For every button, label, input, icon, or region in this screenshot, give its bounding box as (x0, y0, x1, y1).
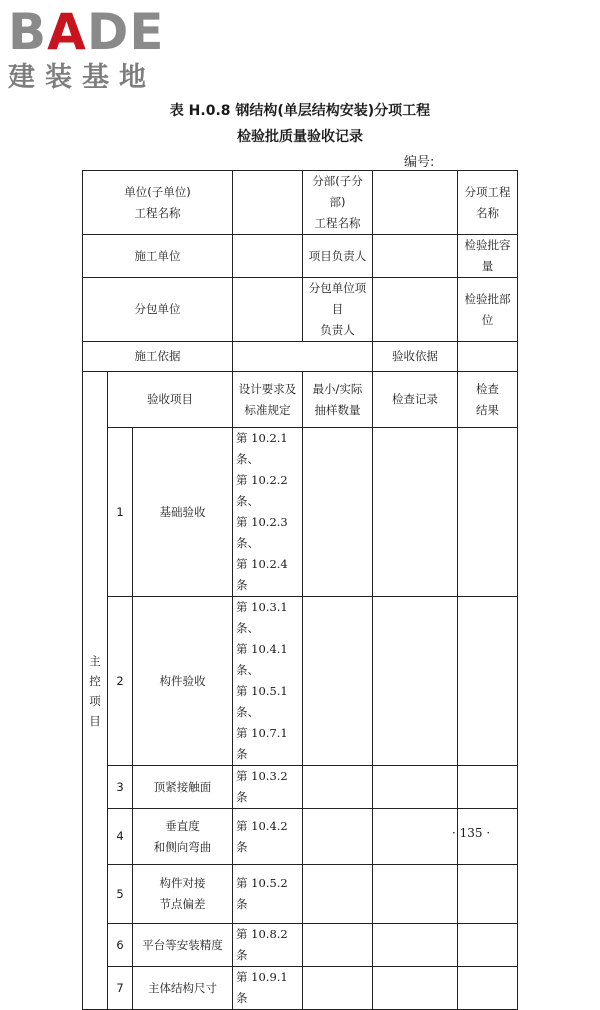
check-result-cell[interactable] (458, 428, 518, 597)
item-name: 平台等安装精度 (133, 924, 233, 967)
subcontract-leader-value[interactable] (373, 278, 458, 342)
form-subtitle: 检验批质量验收记录 (237, 129, 363, 145)
item-name: 顶紧接触面 (133, 766, 233, 809)
form-title: 表 H.0.8 钢结构(单层结构安装)分项工程 (169, 103, 431, 119)
logo-letter-a: A (47, 3, 87, 61)
construction-basis-label: 施工依据 (83, 342, 233, 372)
row-number: 6 (108, 924, 133, 967)
row-number: 3 (108, 766, 133, 809)
sub-part-project-name-label: 分部(子分部) 工程名称 (303, 171, 373, 235)
check-record-cell[interactable] (373, 967, 458, 1010)
logo-text-cn: 建装基地 (8, 62, 156, 93)
construction-basis-value[interactable] (233, 342, 373, 372)
table-row (83, 865, 518, 924)
table-row (83, 967, 518, 1010)
acceptance-basis-value[interactable] (458, 342, 518, 372)
project-leader-label: 项目负责人 (303, 235, 373, 278)
main-control-items-label: 主 控 项 目 (83, 372, 108, 1010)
item-name: 构件对接 节点偏差 (133, 865, 233, 924)
col-header-result: 检查 结果 (458, 372, 518, 428)
brand-logo (8, 3, 188, 94)
check-result-cell[interactable] (458, 597, 518, 766)
sample-count-cell[interactable] (303, 809, 373, 865)
batch-capacity-label: 检验批容量 (458, 235, 518, 278)
table-row (83, 766, 518, 809)
check-result-cell[interactable] (458, 967, 518, 1010)
header-row-subcontract (83, 278, 518, 342)
col-header-item: 验收项目 (108, 372, 233, 428)
header-row-basis (83, 342, 518, 372)
standard-clause: 第 10.5.2 条 (233, 865, 303, 924)
acceptance-basis-label: 验收依据 (373, 342, 458, 372)
table-row (83, 428, 518, 597)
construction-unit-value[interactable] (233, 235, 303, 278)
row-number: 7 (108, 967, 133, 1010)
row-number: 2 (108, 597, 133, 766)
check-result-cell[interactable] (458, 766, 518, 809)
batch-location-label: 检验批部位 (458, 278, 518, 342)
sample-count-cell[interactable] (303, 597, 373, 766)
item-name: 主体结构尺寸 (133, 967, 233, 1010)
row-number: 4 (108, 809, 133, 865)
check-record-cell[interactable] (373, 428, 458, 597)
standard-clause: 第 10.8.2 条 (233, 924, 303, 967)
sample-count-cell[interactable] (303, 766, 373, 809)
construction-unit-label: 施工单位 (83, 235, 233, 278)
acceptance-record-table (82, 170, 518, 1010)
item-name: 基础验收 (133, 428, 233, 597)
item-name: 构件验收 (133, 597, 233, 766)
logo-text-en (8, 3, 188, 61)
subcontract-unit-label: 分包单位 (83, 278, 233, 342)
column-header-row (83, 372, 518, 428)
row-number: 1 (108, 428, 133, 597)
check-result-cell[interactable] (458, 865, 518, 924)
col-header-record: 检查记录 (373, 372, 458, 428)
logo-letters-de: DE (86, 3, 165, 61)
table-row (83, 597, 518, 766)
col-header-design: 设计要求及 标准规定 (233, 372, 303, 428)
check-record-cell[interactable] (373, 865, 458, 924)
subcontract-unit-value[interactable] (233, 278, 303, 342)
unit-project-name-value[interactable] (233, 171, 303, 235)
standard-clause: 第 10.3.1 条、 第 10.4.1 条、 第 10.5.1 条、 第 10.7.1 条 (233, 597, 303, 766)
table-row (83, 924, 518, 967)
sub-part-project-name-value[interactable] (373, 171, 458, 235)
check-record-cell[interactable] (373, 924, 458, 967)
item-project-name-label: 分项工程 名称 (458, 171, 518, 235)
col-header-sample: 最小/实际 抽样数量 (303, 372, 373, 428)
header-row-project-names (83, 171, 518, 235)
sample-count-cell[interactable] (303, 865, 373, 924)
standard-clause: 第 10.9.1 条 (233, 967, 303, 1010)
project-leader-value[interactable] (373, 235, 458, 278)
check-record-cell[interactable] (373, 809, 458, 865)
check-record-cell[interactable] (373, 597, 458, 766)
logo-letter-b: B (8, 3, 48, 61)
sample-count-cell[interactable] (303, 924, 373, 967)
row-number: 5 (108, 865, 133, 924)
check-record-cell[interactable] (373, 766, 458, 809)
item-name: 垂直度 和侧向弯曲 (133, 809, 233, 865)
standard-clause: 第 10.4.2 条 (233, 809, 303, 865)
page-number: · 135 · (452, 826, 491, 840)
header-row-construction-unit (83, 235, 518, 278)
unit-project-name-label: 单位(子单位) 工程名称 (83, 171, 233, 235)
check-result-cell[interactable] (458, 924, 518, 967)
serial-number-label: 编号: (404, 155, 435, 170)
subcontract-leader-label: 分包单位项目 负责人 (303, 278, 373, 342)
sample-count-cell[interactable] (303, 967, 373, 1010)
standard-clause: 第 10.2.1 条、 第 10.2.2 条、 第 10.2.3 条、 第 10.2.4 条 (233, 428, 303, 597)
sample-count-cell[interactable] (303, 428, 373, 597)
standard-clause: 第 10.3.2 条 (233, 766, 303, 809)
